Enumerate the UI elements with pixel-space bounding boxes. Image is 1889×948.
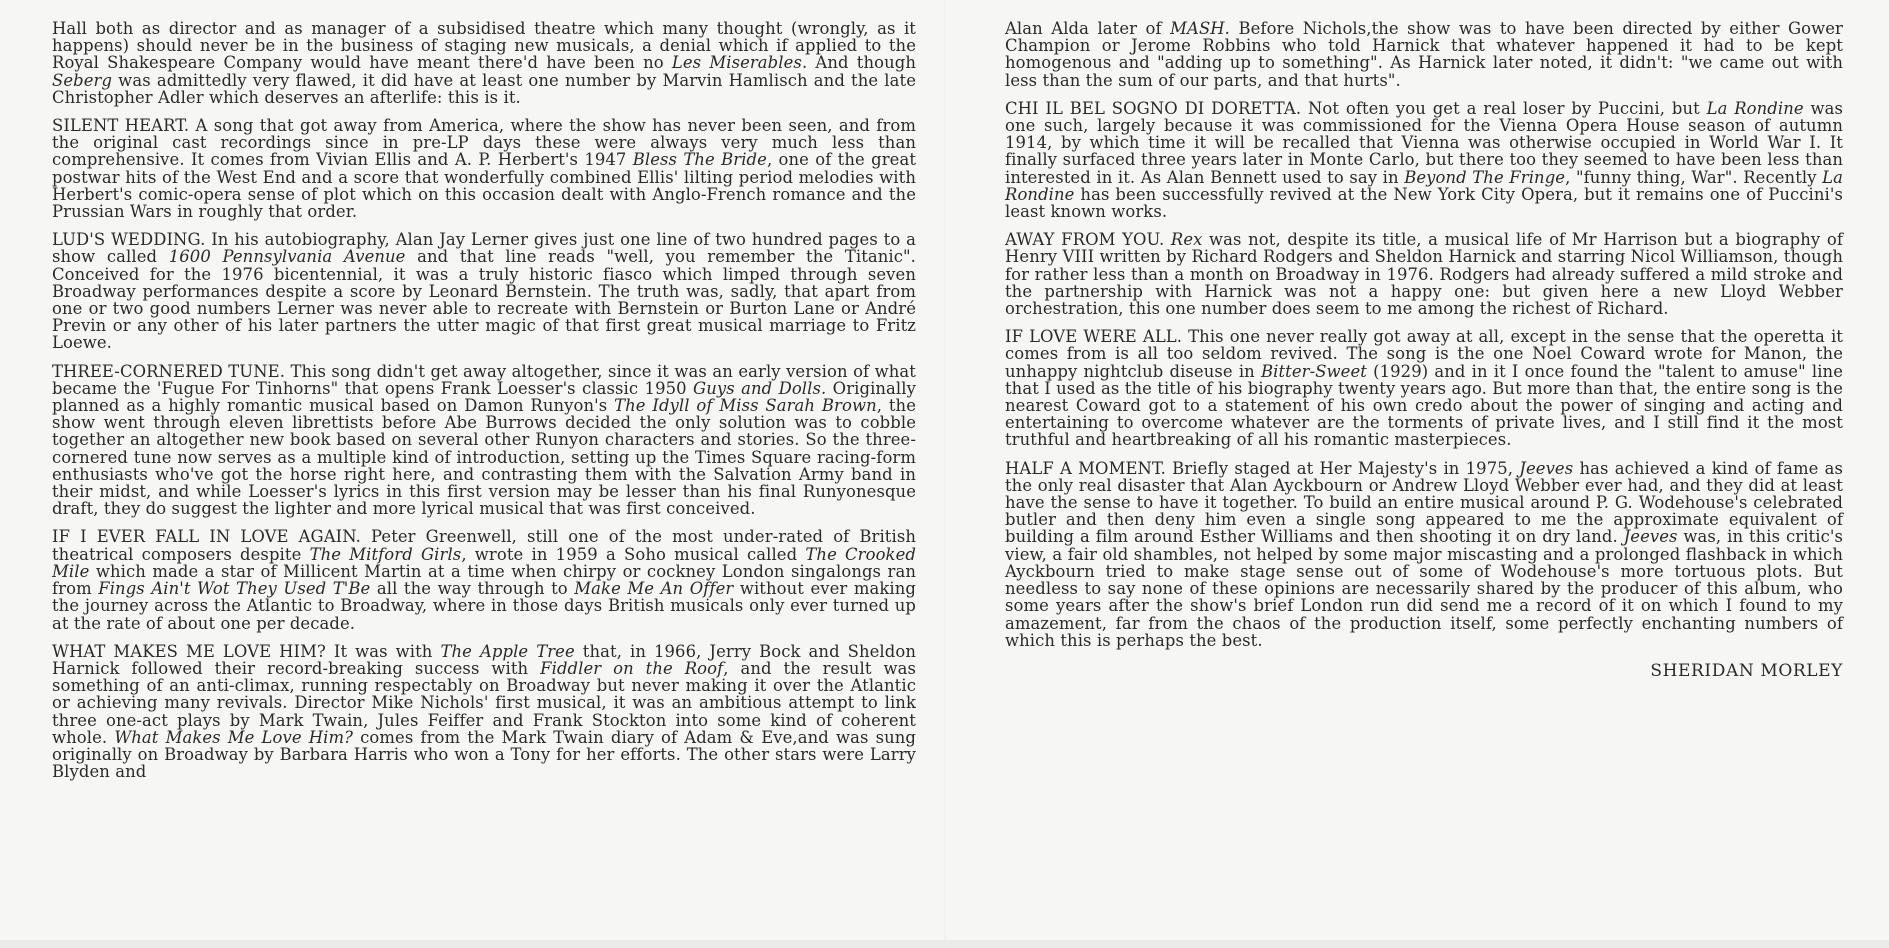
left-paragraph: LUD'S WEDDING. In his autobiography, Alan Jay Lerner gives just one line of two hundred pages to a show called 1600 Pennsylvania Avenue and that line reads "well, you remember the Titanic". Conceived for the 1976 bicentennial, it was a truly historic fiasco which limped through seven Broadway performances despite a score by Leonard Bernstein. The truth was, sadly, that apart from one or two good numbers Lerner was never able to recreate with Bernstein or Burton Lane or André Previn or any other of his later partners the utter magic of that first great musical marriage to Fritz Loewe. xyxy=(52,230,916,353)
left-paragraph: THREE-CORNERED TUNE. This song didn't get away altogether, since it was an early version of what became the 'Fugue For Tinhorns" that opens Frank Loesser's classic 1950 Guys and Dolls. Originally planned as a highly romantic musical based on Damon Runyon's The Idyll of Miss Sarah Brown, the show went through eleven librettists before Abe Burrows decided the only solution was to cobble together an altogether new book based on several other Runyon characters and stories. So the three-cornered tune now serves as a multiple kind of introduction, setting up the Times Square racing-form enthusiasts who've got the horse right here, and contrasting them with the Salvation Army band in their midst, and while Loesser's lyrics in this first version may be lesser than his final Runyonesque draft, they do suggest the lighter and more lyrical musical that was first conceived. xyxy=(52,361,916,519)
author-signature: SHERIDAN MORLEY xyxy=(1650,660,1843,681)
center-fold xyxy=(944,0,946,948)
page-edge xyxy=(0,940,1889,948)
left-paragraph: IF I EVER FALL IN LOVE AGAIN. Peter Greenwell, still one of the most under-rated of British theatrical composers despite The Mitford Girls, wrote in 1959 a Soho musical called The Crooked Mile which made a star of Millicent Martin at a time when chirpy or cockney London singalongs ran from Fings Ain't Wot They Used T'Be all the way through to Make Me An Offer without ever making the journey across the Atlantic to Broadway, where in those days British musicals only ever turned up at the rate of about one per decade. xyxy=(52,527,917,633)
right-paragraph: CHI IL BEL SOGNO DI DORETTA. Not often you get a real loser by Puccini, but La Rondine was one such, largely because it was commissioned for the Vienna Opera House season of autumn 1914, by which time it will be recalled that Vienna was otherwise occupied in World War I. It finally surfaced three years later in Monte Carlo, but there too they seemed to have been less than interested in it. As Alan Bennett used to say in Beyond The Fringe, "funny thing, War". Recently La Rondine has been successfully revived at the New York City Opera, but it remains one of Puccini's least known works. xyxy=(1005,98,1843,222)
right-paragraph: IF LOVE WERE ALL. This one never really got away at all, except in the sense that the operetta it comes from is all too seldom revived. The song is the one Noel Coward wrote for Manon, the unhappy nightclub diseuse in Bitter-Sweet (1929) and in it I once found the "talent to amuse" line that I used as the title of his biography twenty years ago. But more than that, the entire song is the nearest Coward got to a statement of his own credo about the power of singing and acting and entertaining to overcome whatever are the torments of private lives, and I still find it the most truthful and heartbreaking of all his romantic masterpieces. xyxy=(1005,327,1843,450)
right-paragraph: Alan Alda later of MASH. Before Nichols,the show was to have been directed by either Gower Champion or Jerome Robbins who told Harnick that whatever happened it had to be kept homogenous and "adding up to something". As Harnick later noted, it didn't: "we came out with less than the sum of our parts, and that hurts". xyxy=(1005,19,1843,90)
right-paragraph: AWAY FROM YOU. Rex was not, despite its title, a musical life of Mr Harrison but a biography of Henry VIII written by Richard Rodgers and Sheldon Harnick and starring Nicol Williamson, though for rather less than a month on Broadway in 1976. Rodgers had already suffered a mild stroke and the partnership with Harnick was not a happy one: but given here a new Lloyd Webber orchestration, this one number does seem to me among the richest of Richard. xyxy=(1005,230,1844,319)
left-paragraph: Hall both as director and as manager of a subsidised theatre which many thought (wrongly, as it happens) should never be in the business of staging new musicals, a denial which if applied to the Royal Shakespeare Company would have meant there'd have been no Les Miserables. And though Seberg was admittedly very flawed, it did have at least one number by Marvin Hamlisch and the late Christopher Adler which deserves an afterlife: this is it. xyxy=(52,19,916,107)
left-paragraph: SILENT HEART. A song that got away from America, where the show has never been seen, and from the original cast recordings since in pre-LP days these were always very much less than comprehensive. It comes from Vivian Ellis and A. P. Herbert's 1947 Bless The Bride, one of the great postwar hits of the West End and a score that wonderfully combined Ellis' lilting period melodies with Herbert's comic-opera sense of plot which on this occasion dealt with Anglo-French romance and the Prussian Wars in roughly that order. xyxy=(52,116,917,222)
right-page xyxy=(1005,20,1843,680)
left-paragraph: WHAT MAKES ME LOVE HIM? It was with The Apple Tree that, in 1966, Jerry Bock and Sheldon Harnick followed their record-breaking success with Fiddler on the Roof, and the result was something of an anti-climax, running respectably on Broadway but never making it over the Atlantic or achieving many revivals. Director Mike Nichols' first musical, it was an ambitious attempt to link three one-act plays by Mark Twain, Jules Feiffer and Frank Stockton into some kind of coherent whole. What Makes Me Love Him? comes from the Mark Twain diary of Adam & Eve,and was sung originally on Broadway by Barbara Harris who won a Tony for her efforts. The other stars were Larry Blyden and xyxy=(52,641,916,782)
right-paragraph: HALF A MOMENT. Briefly staged at Her Majesty's in 1975, Jeeves has achieved a kind of fame as the only real disaster that Alan Ayckbourn or Andrew Lloyd Webber ever had, and they did at least have the sense to have it together. To build an entire musical around P. G. Wodehouse's celebrated butler and then deny him even a single song appeared to me the approximate equivalent of building a film around Esther Williams and then shooting it on dry land. Jeeves was, in this critic's view, a fair old shambles, not helped by some major miscasting and a prolonged flashback in which Ayckbourn tried to make stage sense out of some of Wodehouse's more tortuous plots. But needless to say none of these opinions are necessarily shared by the producer of this album, who some years after the show's brief London run did send me a record of it on which I found to my amazement, far from the chaos of the production itself, some perfectly enchanting numbers of which this is perhaps the best. xyxy=(1005,458,1843,650)
left-page xyxy=(52,20,916,791)
